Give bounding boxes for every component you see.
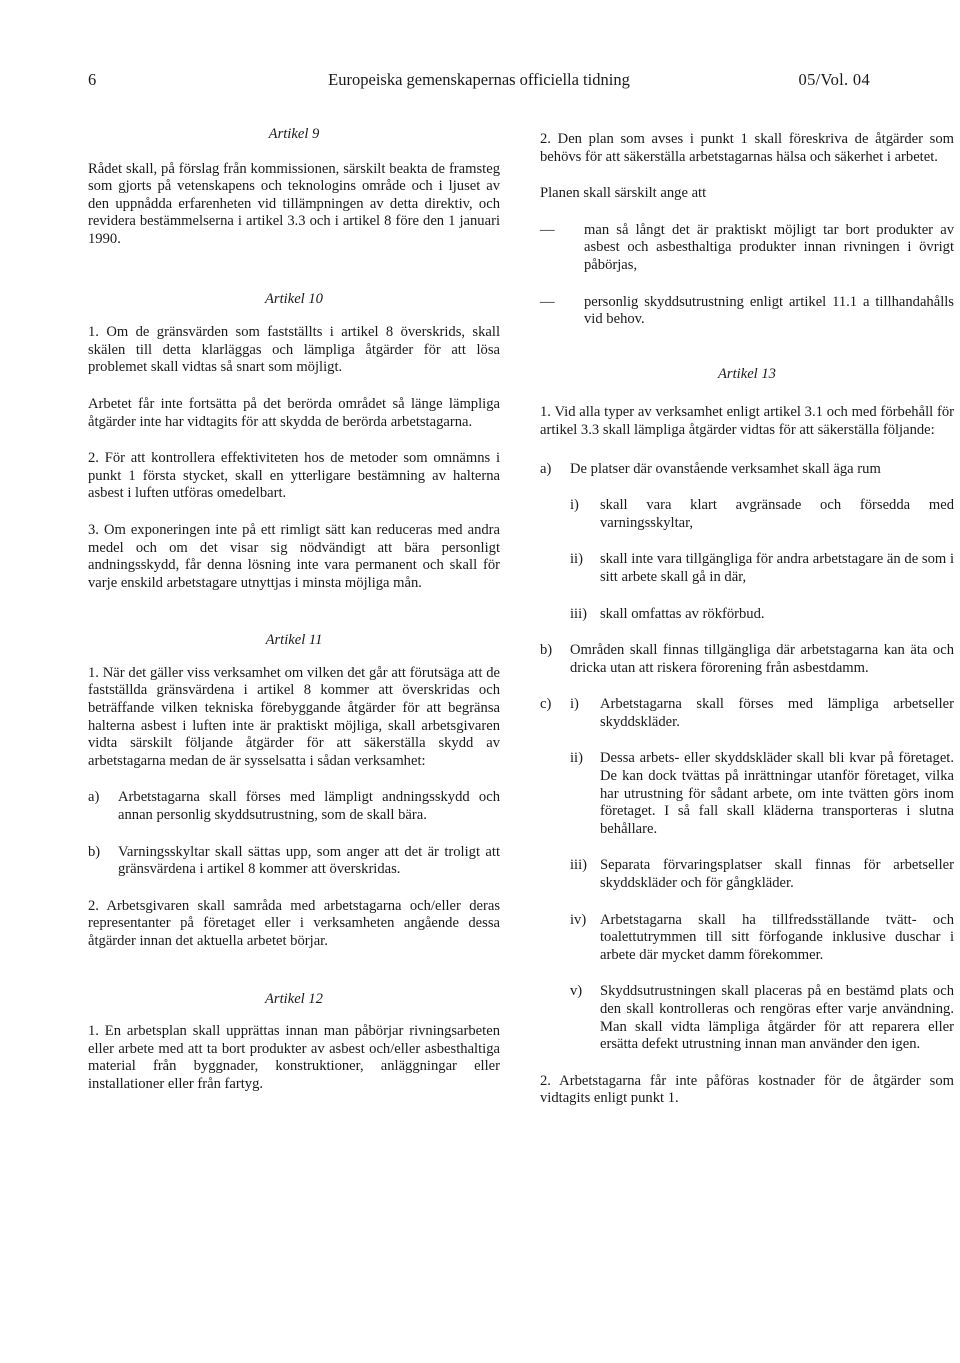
item-label: ii) <box>570 551 583 568</box>
article-11-paragraph-2: 2. Arbetsgivaren skall samråda med arbetstagarna och/eller deras representanter på företaget eller i verksamheten angående dessa åtgärder innan det aktuella arbetet börjar. <box>88 897 500 949</box>
article-11-item-a <box>88 789 500 824</box>
item-label: i) <box>570 497 579 514</box>
article-10-paragraph-3: 2. För att kontrollera effektiviteten hos de metoder som omnämns i punkt 1 första stycket, skall en ytterligare bestämning av halterna asbest i luften utföras omedelbart. <box>88 450 500 502</box>
item-text: skall inte vara tillgängliga för andra arbetstagare än de som i sitt arbete skall gå in där, <box>600 551 954 585</box>
page-number: 6 <box>88 70 97 89</box>
item-label: c) <box>540 696 552 713</box>
item-sublabel: i) <box>570 696 579 713</box>
item-text: Områden skall finnas tillgängliga där arbetstagarna kan äta och dricka utan att riskera förorening från asbestdamm. <box>570 642 954 676</box>
item-text: Separata förvaringsplatser skall finnas för arbetseller skyddskläder och för gångkläder. <box>600 857 954 892</box>
journal-title: Europeiska gemenskapernas officiella tidning <box>328 70 630 89</box>
item-label: ii) <box>570 750 583 767</box>
article-12-paragraph-1: 1. En arbetsplan skall upprättas innan man påbörjar rivningsarbeten eller arbete med att ta bort produkter av asbest och/eller asbesthaltiga material från byggnader, konstruktioner, anläggningar eller installationer eller från fartyg. <box>88 1023 500 1092</box>
article-13-item-c-iv <box>570 912 954 965</box>
article-11-paragraph-1: 1. När det gäller viss verksamhet om vilken det går att förutsäga att de fastställda gränsvärdena i artikel 8 kommer att överskridas och beträffande vilken tekniska förebyggande åtgärder för att begränsa halterna asbest i luften inte är praktiskt möjliga, skall arbetsgivaren vidta särskilt följande åtgärder för att säkerställa skydd av arbetstagarna medan de är sysselsatta i sådan verksamhet: <box>88 664 500 769</box>
article-12-dash-item-1 <box>540 222 954 275</box>
article-13-item-b <box>540 642 954 677</box>
dash-label: — <box>540 293 555 310</box>
article-9-paragraph: Rådet skall, på förslag från kommissionen, särskilt beakta de framsteg som gjorts på vetenskapens och teknologins område och i ljuset av den uppnådda erfarenheten vid tillämpningen av detta direktiv, och revidera bestämmelserna i artikel 3.3 och i artikel 8 före den 1 januari 1990. <box>88 160 500 247</box>
article-13-item-c-ii <box>570 750 954 838</box>
article-13-item-a <box>540 461 954 479</box>
item-text: Arbetstagarna skall förses med lämpliga arbetseller skyddskläder. <box>600 696 954 730</box>
article-10-title: Artikel 10 <box>265 290 323 307</box>
right-column <box>540 126 954 1108</box>
article-10-paragraph-4: 3. Om exponeringen inte på ett rimligt sätt kan reduceras med andra medel och om det visar sig nödvändigt att bära personligt andningsskydd, får denna lösning inte vara permanent och skall för varje enskild arbetstagare utnyttjas i minsta möjliga mån. <box>88 521 500 591</box>
article-13-paragraph-2: 2. Arbetstagarna får inte påföras kostnader för de åtgärder som vidtagits enligt punkt 1. <box>540 1072 954 1107</box>
article-13-item-a-ii <box>570 551 954 586</box>
item-text: Varningsskyltar skall sättas upp, som anger att det är troligt att gränsvärdena i artikel 8 kommer att överskridas. <box>118 843 500 878</box>
item-label: a) <box>88 789 100 806</box>
article-12-dash-item-2 <box>540 294 954 329</box>
article-13-item-c-iii <box>570 857 954 892</box>
item-text: Dessa arbets- eller skyddskläder skall bli kvar på företaget. De kan dock tvättas på inrättningar utanför företaget, vilka har utrustning för sådant arbete, om inte tvätten görs inom företaget. I så fall skall kläderna transporteras i slutna behållare. <box>600 750 954 837</box>
article-11-item-b <box>88 844 500 879</box>
article-13-item-a-i <box>570 497 954 532</box>
page-header <box>88 70 870 94</box>
item-label: v) <box>570 983 583 1000</box>
article-13-title: Artikel 13 <box>718 365 776 382</box>
item-text: skall vara klart avgränsade och försedda med varningsskyltar, <box>600 497 954 531</box>
article-10-paragraph-2: Arbetet får inte fortsätta på det berörda området så länge lämpliga åtgärder inte har vidtagits för att skydda de berörda arbetstagarna. <box>88 395 500 430</box>
dash-label: — <box>540 221 555 238</box>
item-text: Skyddsutrustningen skall placeras på en bestämd plats och den skall kontrolleras och rengöras efter varje användning. Man skall vidta lämpliga åtgärder för att reparera eller ersätta defekt utrustning innan man använder den igen. <box>600 983 954 1053</box>
item-text: personlig skyddsutrustning enligt artikel 11.1 a tillhandahålls vid behov. <box>584 293 954 328</box>
item-text: De platser där ovanstående verksamhet skall äga rum <box>570 460 881 477</box>
article-13-paragraph-1: 1. Vid alla typer av verksamhet enligt artikel 3.1 och med förbehåll för artikel 3.3 skall lämpliga åtgärder vidtas för att säkerställa följande: <box>540 404 954 438</box>
article-11-title: Artikel 11 <box>265 632 323 649</box>
article-9-title: Artikel 9 <box>268 126 320 142</box>
volume-label: 05/Vol. 04 <box>798 70 870 89</box>
article-13-item-c-i <box>540 696 954 731</box>
article-12-paragraph-3: Planen skall särskilt ange att <box>540 185 707 202</box>
item-label: b) <box>88 843 101 860</box>
item-text: Arbetstagarna skall förses med lämpligt andningsskydd och annan personlig skyddsutrustning, som de skall bära. <box>118 789 500 824</box>
item-text: Arbetstagarna skall ha tillfredsställande tvätt- och toalettutrymmen till sitt förfogande inklusive duschar i arbete där mycket damm förekommer. <box>600 911 954 963</box>
article-12-paragraph-2: 2. Den plan som avses i punkt 1 skall föreskriva de åtgärder som behövs för att säkerställa arbetstagarnas hälsa och säkerhet i arbetet. <box>540 131 954 165</box>
item-label: a) <box>540 460 552 477</box>
item-label: iv) <box>570 911 587 928</box>
item-text: skall omfattas av rökförbud. <box>600 605 765 622</box>
article-13-item-a-iii <box>570 606 954 624</box>
item-label: iii) <box>570 857 588 874</box>
item-text: man så långt det är praktiskt möjligt tar bort produkter av asbest och asbesthaltiga produkter innan rivningen i övrigt påbörjas, <box>584 221 954 273</box>
left-column <box>88 126 500 1094</box>
article-13-item-c-v <box>570 983 954 1053</box>
article-10-paragraph-1: 1. Om de gränsvärden som fastställts i artikel 8 överskrids, skall skälen till detta klarläggas och lämpliga åtgärder för att lösa problemet skall vidtas så snart som möjligt. <box>88 324 500 376</box>
article-12-title: Artikel 12 <box>265 990 323 1007</box>
item-label: b) <box>540 642 553 659</box>
item-label: iii) <box>570 605 588 622</box>
